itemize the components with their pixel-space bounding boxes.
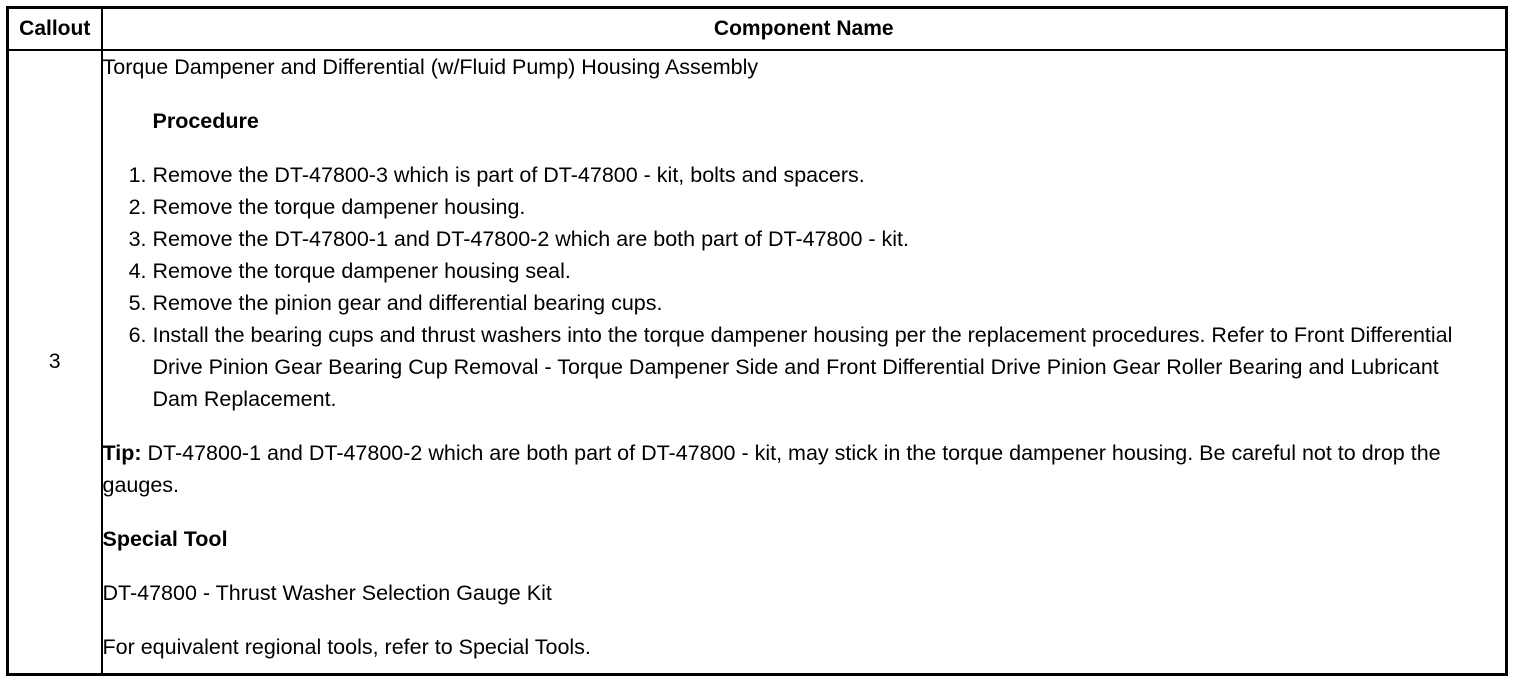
step-number: 4. [128, 259, 147, 283]
procedure-heading: Procedure [152, 109, 259, 133]
component-content [102, 50, 1507, 675]
callout-number: 3 [8, 50, 102, 675]
procedure-step [128, 319, 1506, 415]
table-row [8, 50, 1507, 675]
step-text: Remove the DT-47800-3 which is part of DT-47800 - kit, bolts and spacers. [152, 163, 865, 187]
procedure-table [6, 6, 1508, 676]
special-tool-item: DT-47800 - Thrust Washer Selection Gauge Kit [102, 581, 552, 605]
step-text: Install the bearing cups and thrust washers into the torque dampener housing per the replacement procedures. Refer to Front Differential Drive Pinion Gear Bearing Cup Removal - Torque Dampener Side and Front Differential Drive Pinion Gear Roller Bearing and Lubricant Dam Replacement. [152, 323, 1453, 411]
tip-text: DT-47800-1 and DT-47800-2 which are both part of DT-47800 - kit, may stick in the torque dampener housing. Be careful not to drop the gauges. [102, 441, 1441, 497]
tip-label: Tip: [102, 441, 142, 465]
step-text: Remove the pinion gear and differential bearing cups. [152, 291, 663, 315]
step-number: 5. [128, 291, 147, 315]
step-number: 1. [128, 163, 147, 187]
procedure-step [128, 287, 1506, 319]
step-text: Remove the torque dampener housing. [152, 195, 526, 219]
regional-tools-note: For equivalent regional tools, refer to Special Tools. [102, 635, 591, 659]
step-text: Remove the DT-47800-1 and DT-47800-2 which are both part of DT-47800 - kit. [152, 227, 909, 251]
procedure-steps [103, 159, 1506, 415]
special-tool-heading: Special Tool [102, 527, 228, 551]
procedure-step [128, 191, 1506, 223]
step-text: Remove the torque dampener housing seal. [152, 259, 571, 283]
component-name-header: Component Name [102, 8, 1507, 51]
step-number: 2. [128, 195, 147, 219]
header-row [8, 8, 1507, 51]
step-number: 3. [128, 227, 147, 251]
component-title: Torque Dampener and Differential (w/Fluid Pump) Housing Assembly [102, 55, 759, 79]
step-number: 6. [128, 323, 147, 347]
callout-header: Callout [8, 8, 102, 51]
procedure-step [128, 159, 1506, 191]
procedure-step [128, 223, 1506, 255]
tip-paragraph [103, 437, 1506, 501]
procedure-step [128, 255, 1506, 287]
